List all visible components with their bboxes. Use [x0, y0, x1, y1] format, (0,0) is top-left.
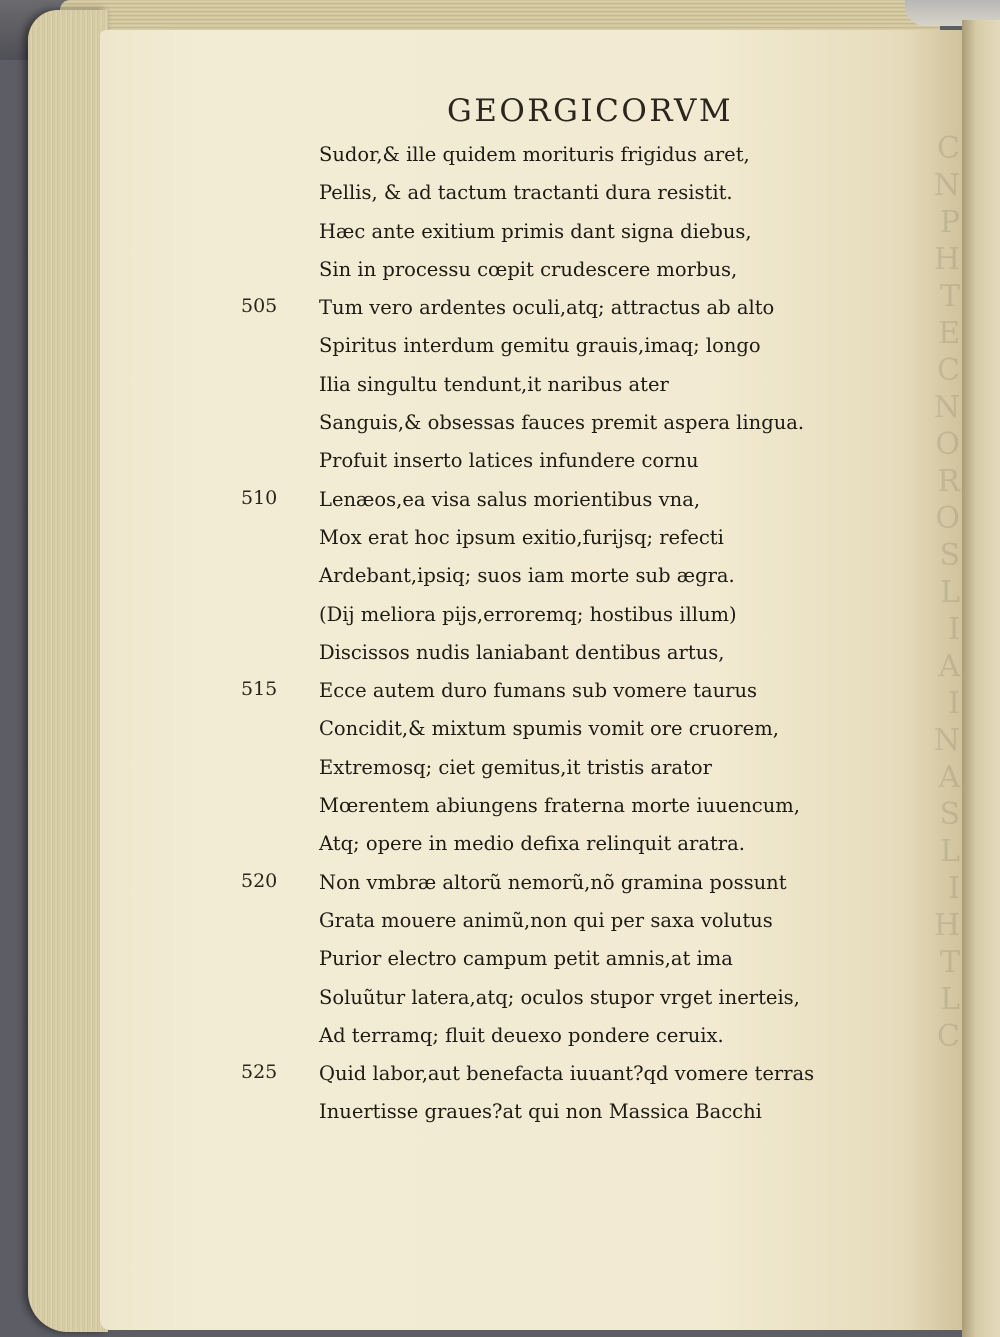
verse-line: Lenæos,ea visa salus morientibus vna, [319, 487, 701, 511]
verse-line: Sanguis,& obsessas fauces premit aspera lingua. [319, 411, 805, 435]
verse-block [319, 136, 814, 1132]
facing-page-edge [962, 20, 1000, 1337]
verse-line: Concidit,& mixtum spumis vomit ore cruorem, [319, 717, 779, 741]
line-number-column [241, 0, 301, 1337]
verse-line: Hæc ante exitium primis dant signa diebus, [319, 219, 752, 243]
verse-line: Atq; opere in medio defixa relinquit aratra. [319, 832, 745, 856]
verse-line: Non vmbræ altorũ nemorũ,nõ gramina possunt [319, 870, 787, 894]
verse-line: Profuit inserto latices infundere cornu [319, 449, 699, 473]
verse-line: Discissos nudis laniabant dentibus artus, [319, 640, 725, 664]
verse-line: Mœrentem abiungens fraterna morte iuuencum, [319, 794, 800, 818]
line-number: 515 [241, 678, 278, 701]
line-number: 505 [241, 295, 278, 318]
verse-line: Sin in processu cœpit crudescere morbus, [319, 257, 738, 281]
verse-line: Purior electro campum petit amnis,at ima [319, 947, 733, 971]
verse-line: Spiritus interdum gemitu grauis,imaq; longo [319, 334, 761, 358]
verse-line: Inuertisse graues?at qui non Massica Bacchi [319, 1100, 762, 1124]
verse-line: Ilia singultu tendunt,it naribus ater [319, 372, 669, 396]
verse-line: Quid labor,aut benefacta iuuant?qd vomere terras [319, 1062, 815, 1086]
verse-line: Ad terramq; fluit deuexo pondere ceruix. [319, 1023, 724, 1047]
verse-line: Soluũtur latera,atq; oculos stupor vrget inerteis, [319, 985, 800, 1009]
verse-line: Pellis, & ad tactum tractanti dura resistit. [319, 181, 733, 205]
verse-line: Ecce autem duro fumans sub vomere taurus [319, 679, 758, 703]
verse-line: Tum vero ardentes oculi,atq; attractus ab alto [319, 296, 775, 320]
verse-line: Sudor,& ille quidem morituris frigidus aret, [319, 143, 750, 166]
verse-line: Ardebant,ipsiq; suos iam morte sub ægra. [319, 564, 735, 588]
running-header: GEORGICORVM [447, 93, 734, 129]
line-number: 525 [241, 1061, 278, 1084]
book-fore-edge [28, 10, 108, 1332]
line-number: 510 [241, 486, 278, 509]
verse-line: Mox erat hoc ipsum exitio,furijsq; refecti [319, 525, 724, 549]
line-number: 520 [241, 869, 278, 892]
verse-line: Extremosq; ciet gemitus,it tristis arator [319, 755, 712, 779]
verse-line: (Dij meliora pijs,erroremq; hostibus illum) [319, 602, 737, 626]
verse-line: Grata mouere animũ,non qui per saxa volutus [319, 908, 773, 932]
